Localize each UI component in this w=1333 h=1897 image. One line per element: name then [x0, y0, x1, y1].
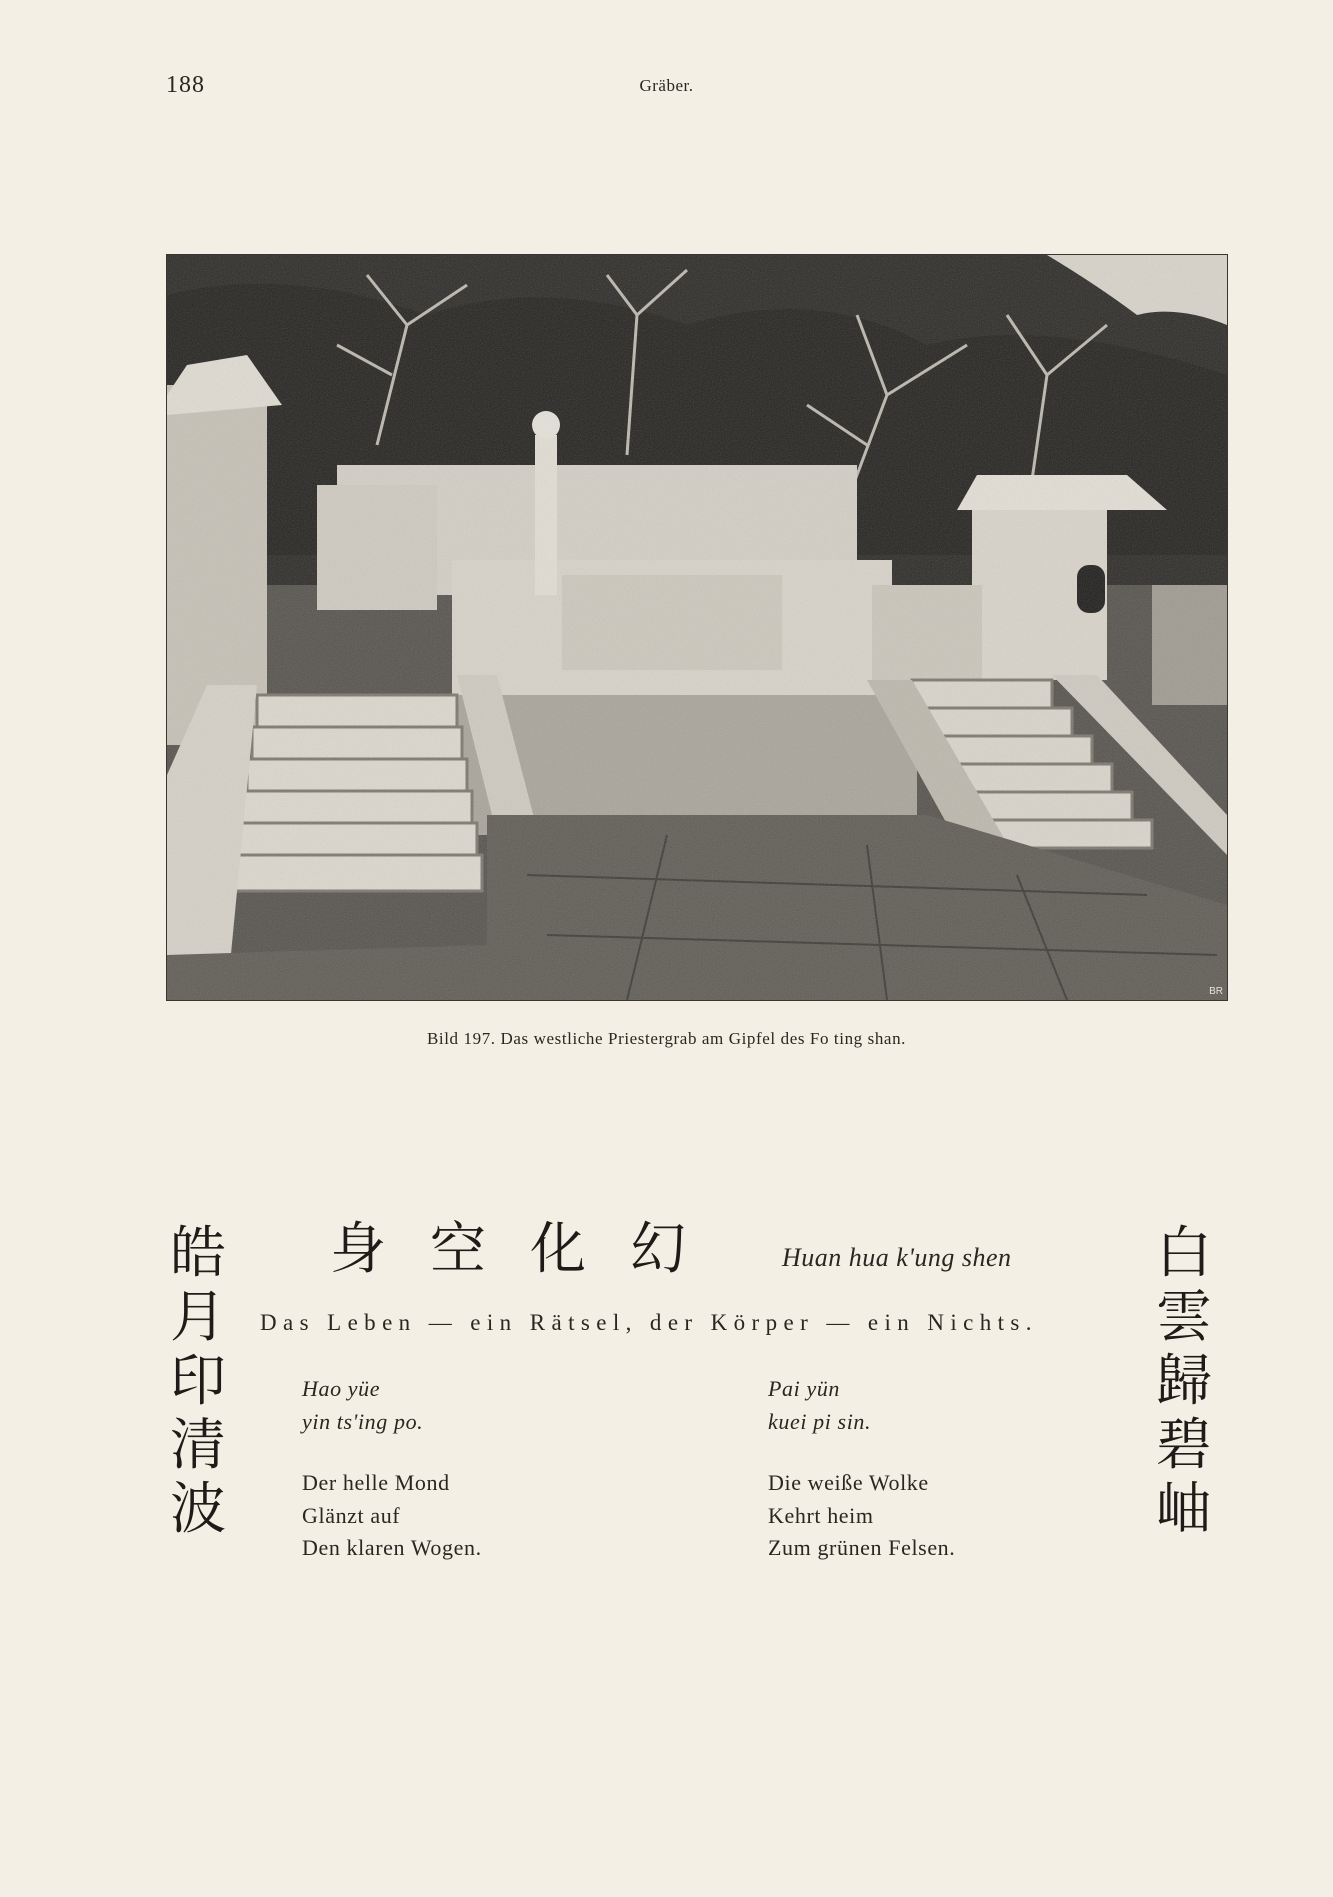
left-char: 皓 — [170, 1221, 226, 1286]
left-poem-characters — [170, 1222, 250, 1542]
right-char: 碧 — [1156, 1413, 1212, 1478]
left-char: 月 — [170, 1285, 226, 1350]
left-char: 波 — [170, 1477, 226, 1542]
left-german-line: Den klaren Wogen. — [302, 1535, 482, 1560]
poem-title-characters: 身空化幻 — [330, 1217, 730, 1282]
left-char: 印 — [170, 1349, 226, 1414]
left-romanization-line: Hao yüe — [302, 1376, 381, 1401]
right-romanization-line: Pai yün — [768, 1376, 841, 1401]
photographer-signature: BR — [1209, 986, 1223, 997]
tomb-photograph — [166, 254, 1228, 1001]
figure-caption: Bild 197. Das westliche Priestergrab am Gipfel des Fo ting shan. — [426, 1029, 907, 1048]
right-poem-characters — [1156, 1222, 1236, 1542]
left-char: 清 — [170, 1413, 226, 1478]
right-char: 岫 — [1156, 1477, 1212, 1542]
left-romanization-line: yin ts'ing po. — [302, 1409, 424, 1434]
tomb-photo-illustration — [167, 255, 1227, 1000]
right-german-line: Zum grünen Felsen. — [768, 1535, 956, 1560]
left-german-line: Glänzt auf — [302, 1503, 401, 1528]
running-head: Gräber. — [639, 76, 694, 95]
right-german-line: Kehrt heim — [768, 1503, 874, 1528]
page-number: 188 — [166, 72, 205, 98]
poem-title-romanization: Huan hua k'ung shen — [782, 1243, 1012, 1272]
right-char: 雲 — [1156, 1285, 1212, 1350]
right-romanization-line: kuei pi sin. — [768, 1409, 872, 1434]
right-char: 白 — [1156, 1221, 1212, 1286]
right-char: 歸 — [1156, 1349, 1212, 1414]
left-german-line: Der helle Mond — [302, 1470, 450, 1495]
right-german-line: Die weiße Wolke — [768, 1470, 929, 1495]
poem-motto: Das Leben — ein Rätsel, der Körper — ein Nichts. — [260, 1310, 1038, 1335]
